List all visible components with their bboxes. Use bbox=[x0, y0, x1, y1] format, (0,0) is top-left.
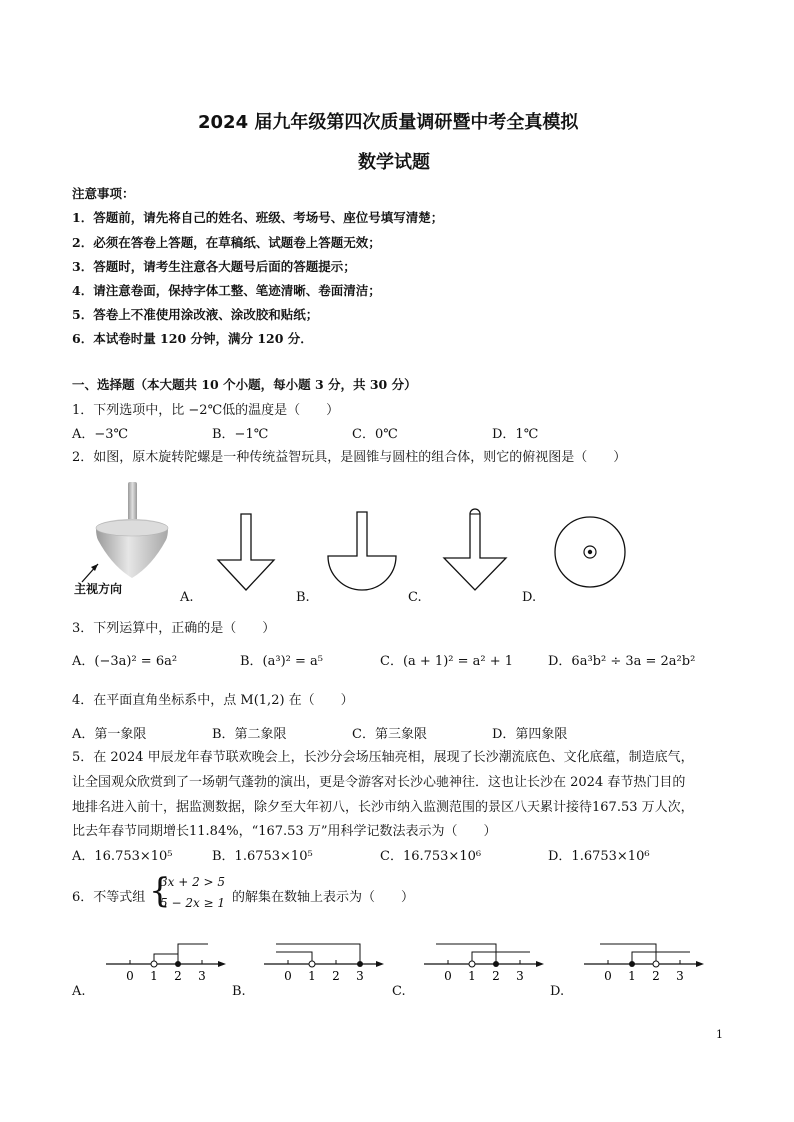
q2-option-d-figure bbox=[550, 512, 630, 592]
notice-item: 2．必须在答卷上答题，在草稿纸、试题卷上答题无效； bbox=[72, 235, 381, 250]
number-line-b bbox=[260, 936, 386, 982]
tick-label: 0 bbox=[284, 969, 292, 982]
q3-option-d: D．6a³b² ÷ 3a = 2a²b² bbox=[548, 654, 696, 669]
tick-label: 2 bbox=[652, 969, 660, 982]
q2-label-b: B. bbox=[296, 590, 310, 605]
q2-label-a: A. bbox=[180, 590, 194, 605]
q4-option-d: D．第四象限 bbox=[492, 727, 568, 742]
notice-item: 3．答题时，请考生注意各大题号后面的答题提示； bbox=[72, 259, 356, 274]
q2-label-d: D. bbox=[522, 590, 537, 605]
q2-option-b-figure bbox=[326, 508, 402, 598]
q1-option-c: C．0℃ bbox=[352, 427, 398, 442]
q3-option-a: A．(−3a)² = 6a² bbox=[72, 654, 178, 669]
q6-label-b: B. bbox=[232, 984, 246, 999]
notice-item: 5．答卷上不准使用涂改液、涂改胶和贴纸； bbox=[72, 307, 319, 322]
figure-caption: 主视方向 bbox=[74, 582, 123, 596]
q4-option-c: C．第三象限 bbox=[352, 727, 427, 742]
inequality-1: 3x + 2 > 5 bbox=[160, 875, 226, 889]
notice-item: 6．本试卷时量 120 分钟，满分 120 分． bbox=[72, 331, 313, 346]
q3-option-b: B．(a³)² = a⁵ bbox=[240, 654, 323, 669]
q5-option-b: B．1.6753×10⁵ bbox=[212, 849, 313, 864]
tick-label: 1 bbox=[468, 969, 476, 982]
inequality-brace: { bbox=[149, 871, 171, 911]
tick-label: 2 bbox=[332, 969, 340, 982]
tick-label: 2 bbox=[492, 969, 500, 982]
question-5-line: 让全国观众欣赏到了一场朝气蓬勃的演出，更是令游客对长沙心驰神往．这也让长沙在 2024 春节热门目的 bbox=[72, 775, 686, 790]
question-2-stem: 2．如图，原木旋转陀螺是一种传统益智玩具，是圆锥与圆柱的组合体，则它的俯视图是（ ） bbox=[72, 450, 627, 465]
q5-option-a: A．16.753×10⁵ bbox=[72, 849, 173, 864]
exam-title: 2024 届九年级第四次质量调研暨中考全真模拟 bbox=[198, 112, 579, 133]
tick-label: 1 bbox=[628, 969, 636, 982]
exam-subtitle: 数学试题 bbox=[358, 152, 430, 173]
q5-option-d: D．1.6753×10⁶ bbox=[548, 849, 650, 864]
tick-label: 3 bbox=[198, 969, 206, 982]
q1-option-d: D．1℃ bbox=[492, 427, 539, 442]
tick-label: 3 bbox=[516, 969, 524, 982]
question-5-line: 地排名进入前十，据监测数据，除夕至大年初八，长沙市纳入监测范围的景区八天累计接待167.53 万人次， bbox=[72, 800, 694, 815]
question-6-suffix: 的解集在数轴上表示为（ ） bbox=[232, 890, 415, 905]
number-line-c bbox=[420, 936, 546, 982]
q6-label-a: A. bbox=[72, 984, 86, 999]
tick-label: 0 bbox=[604, 969, 612, 982]
page-number: 1 bbox=[716, 1028, 723, 1041]
q2-option-c-figure bbox=[438, 502, 514, 598]
q1-option-b: B．−1℃ bbox=[212, 427, 269, 442]
question-3-stem: 3．下列运算中，正确的是（ ） bbox=[72, 621, 276, 636]
tick-label: 1 bbox=[308, 969, 316, 982]
question-4-stem: 4．在平面直角坐标系中，点 M(1,2) 在（ ） bbox=[72, 693, 354, 708]
tick-label: 0 bbox=[126, 969, 134, 982]
tick-label: 0 bbox=[444, 969, 452, 982]
q3-option-c: C．(a + 1)² = a² + 1 bbox=[380, 654, 514, 669]
question-5-line: 5．在 2024 甲辰龙年春节联欢晚会上，长沙分会场压轴亮相，展现了长沙潮流底色、文化底蕴，制造底气， bbox=[72, 750, 694, 765]
q1-option-a: A．−3℃ bbox=[72, 427, 129, 442]
q4-option-a: A．第一象限 bbox=[72, 727, 147, 742]
notice-item: 4．请注意卷面，保持字体工整、笔迹清晰、卷面清洁； bbox=[72, 283, 381, 298]
notice-item: 1．答题前，请先将自己的姓名、班级、考场号、座位号填写清楚； bbox=[72, 210, 444, 225]
q4-option-b: B．第二象限 bbox=[212, 727, 287, 742]
inequality-2: 5 − 2x ≥ 1 bbox=[160, 896, 226, 910]
question-6-prefix: 6．不等式组 bbox=[72, 890, 146, 905]
q5-option-c: C．16.753×10⁶ bbox=[380, 849, 482, 864]
q6-label-c: C. bbox=[392, 984, 406, 999]
tick-label: 1 bbox=[150, 969, 158, 982]
question-5-line: 比去年春节同期增长11.84%，“167.53 万”用科学记数法表示为（ ） bbox=[72, 824, 497, 839]
tick-label: 2 bbox=[174, 969, 182, 982]
question-1-stem: 1．下列选项中，比 −2℃低的温度是（ ） bbox=[72, 403, 340, 418]
notice-heading: 注意事项： bbox=[72, 186, 135, 201]
q2-option-a-figure bbox=[212, 508, 284, 598]
tick-label: 3 bbox=[356, 969, 364, 982]
section-heading: 一、选择题（本大题共 10 个小题，每小题 3 分，共 30 分） bbox=[72, 377, 417, 392]
tick-label: 3 bbox=[676, 969, 684, 982]
q6-label-d: D. bbox=[550, 984, 565, 999]
q2-label-c: C. bbox=[408, 590, 422, 605]
number-line-a bbox=[102, 936, 228, 982]
number-line-d bbox=[580, 936, 706, 982]
